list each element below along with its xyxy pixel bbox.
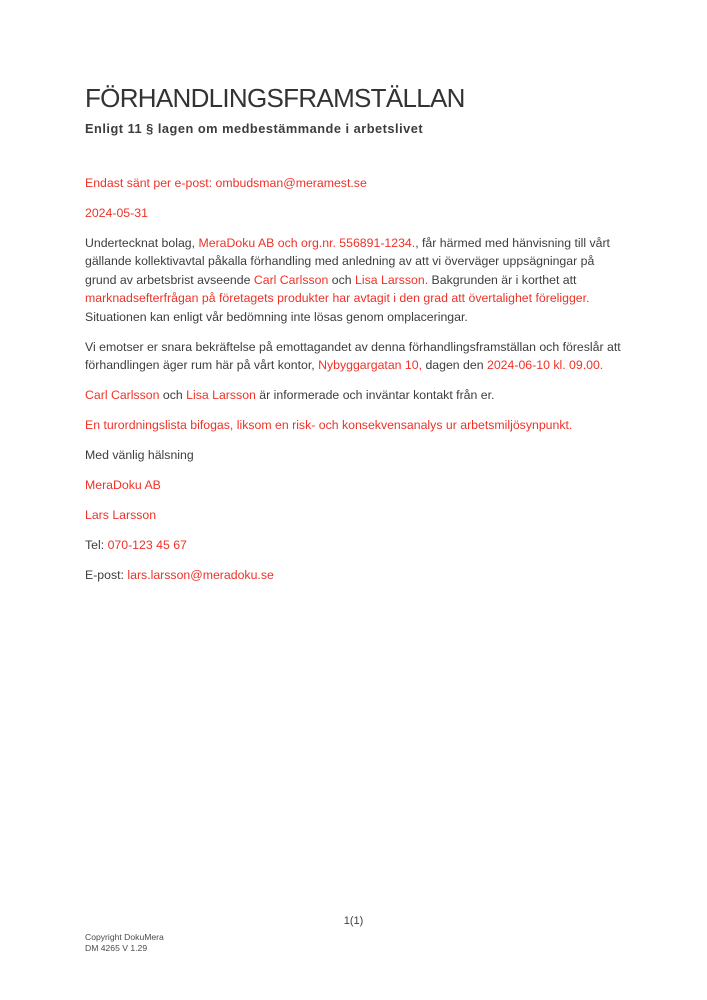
paragraph-meeting [85, 338, 625, 375]
document-subtitle: Enligt 11 § lagen om medbestämmande i arbetslivet [85, 120, 424, 136]
footer-copyright-block [85, 932, 164, 954]
copyright-line: Copyright DokuMera [85, 932, 164, 942]
meeting-datetime: 2024-06-10 kl. 09.00. [487, 358, 604, 373]
signer-name: Lars Larsson [85, 508, 157, 523]
employee-2-name: Lisa Larsson [186, 388, 256, 403]
office-address: Nybyggargatan 10, [318, 358, 423, 373]
sent-via-text: Endast sänt per e-post: ombudsman@meramest.se [85, 175, 367, 190]
email-label: E-post: [85, 568, 128, 583]
paragraph-informed [85, 386, 625, 405]
phone-label: Tel: [85, 538, 108, 553]
background-middle: , får härmed med hänvisning till vårt gällande kollektivavtal påkalla förhandling med anledning av att vi överväger uppsägningar på grund av arbetsbrist avseende [85, 235, 610, 287]
closing-phrase: Med vänlig hälsning [85, 448, 194, 463]
document-title: FÖRHANDLINGSFRAMSTÄLLAN [85, 83, 465, 113]
sent-via-line [85, 174, 625, 193]
page-number: 1(1) [343, 915, 364, 927]
paragraph-attachments [85, 416, 625, 435]
informed-conj: och [159, 388, 187, 403]
background-outro: Situationen kan enligt vår bedömning inte lösas genom omplaceringar. [85, 309, 468, 324]
document-body [85, 84, 625, 596]
employee-1-name: Carl Carlsson [253, 272, 329, 287]
phone-line [85, 536, 625, 555]
date-line [85, 204, 625, 223]
meeting-intro: Vi emotser er snara bekräftelse på emottagandet av denna förhandlingsframställan och föreslår att förhandlingen äger rum här på vårt kontor, [85, 339, 621, 373]
paragraph-background [85, 234, 625, 327]
attachments-text: En turordningslista bifogas, liksom en risk- och konsekvensanalys ur arbetsmiljösynpunkt. [85, 418, 573, 433]
signature-company [85, 476, 625, 495]
signature-company-name: MeraDoku AB [85, 478, 161, 493]
employee-2-name: Lisa Larsson. [355, 272, 429, 287]
email-line [85, 566, 625, 585]
background-reason: marknadsefterfrågan på företagets produkter har avtagit i den grad att övertalighet föreligger. [85, 291, 590, 306]
employee-1-name: Carl Carlsson [85, 388, 160, 403]
document-date: 2024-05-31 [85, 205, 148, 220]
document-id: DM 4265 V 1.29 [85, 943, 148, 953]
background-conj: och [328, 272, 355, 287]
meeting-middle: dagen den [422, 358, 487, 373]
company-and-orgnr: MeraDoku AB och org.nr. 556891-1234. [198, 235, 416, 250]
phone-number: 070-123 45 67 [107, 538, 187, 553]
signature-name [85, 506, 625, 525]
background-lead: Bakgrunden är i korthet att [428, 272, 577, 287]
informed-outro: är informerade och inväntar kontakt från er. [255, 388, 495, 403]
email-address: lars.larsson@meradoku.se [127, 568, 274, 583]
background-intro: Undertecknat bolag, [85, 235, 199, 250]
